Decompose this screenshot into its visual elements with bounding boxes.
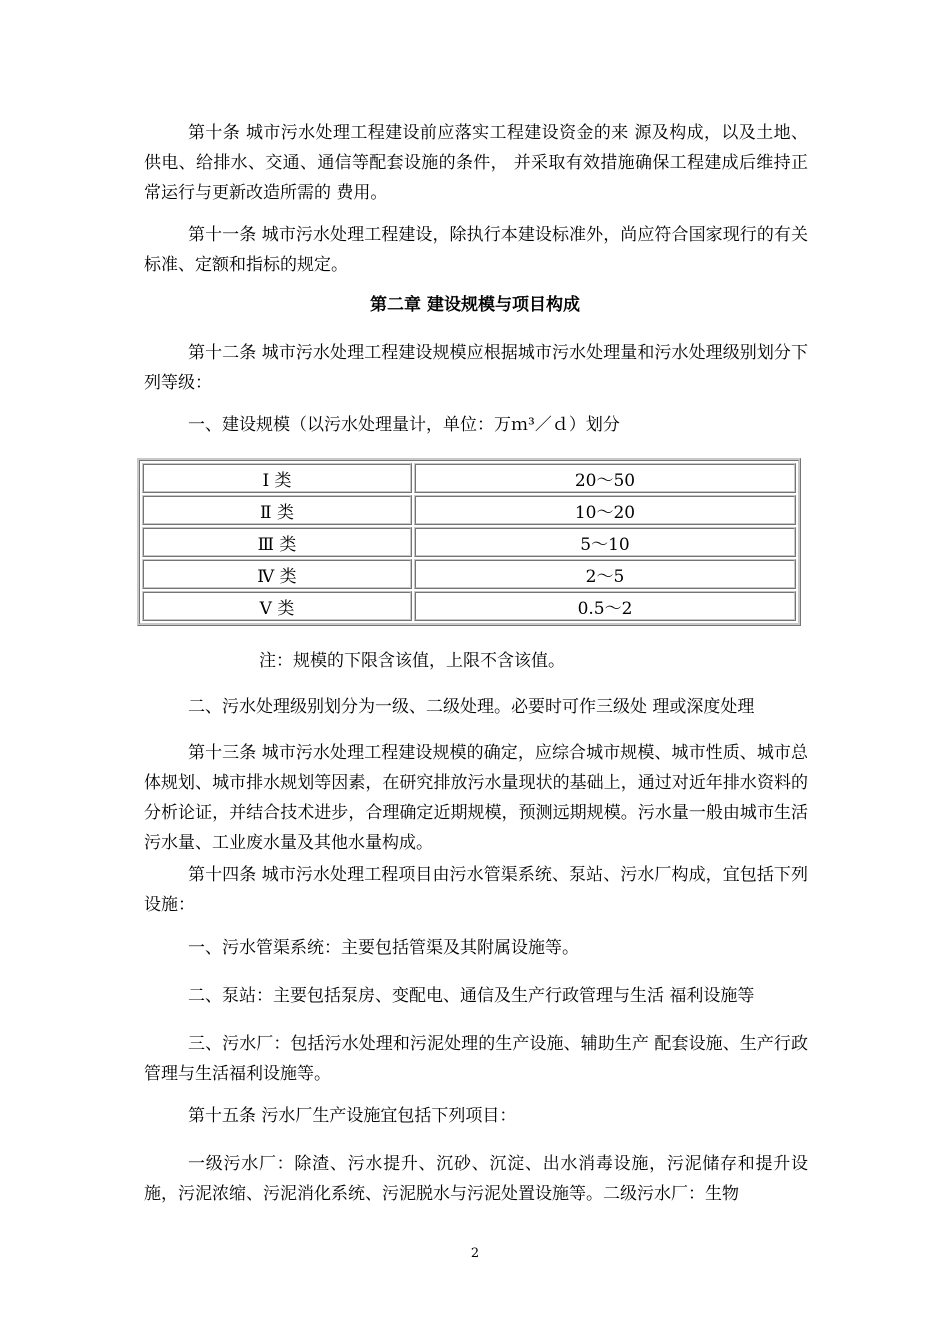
scale-class-cell: Ⅲ 类 xyxy=(142,527,412,557)
page-number: 2 xyxy=(470,1246,480,1261)
scale-class-cell: Ⅳ 类 xyxy=(142,559,412,589)
item-treatment-plant: 三、污水厂：包括污水处理和污泥处理的生产设施、辅助生产 配套设施、生产行政管理与生活福利设施等。 xyxy=(144,1034,808,1084)
scale-table xyxy=(137,458,801,626)
table-note: 注：规模的下限含该值，上限不含该值。 xyxy=(259,651,565,671)
scale-intro: 一、建设规模（以污水处理量计，单位：万ｍ³／ｄ）划分 xyxy=(188,415,620,435)
chapter-heading: 第二章 建设规模与项目构成 xyxy=(370,295,580,315)
article-10: 第十条 城市污水处理工程建设前应落实工程建设资金的来 源及构成，以及土地、供电、给排水、交通、通信等配套设施的条件， 并采取有效措施确保工程建成后维持正常运行与更新改造所需的 费用。 xyxy=(144,123,808,203)
item-sewer-system: 一、污水管渠系统：主要包括管渠及其附属设施等。 xyxy=(188,938,579,958)
article-12: 第十二条 城市污水处理工程建设规模应根据城市污水处理量和污水处理级别划分下列等级： xyxy=(144,343,808,393)
table-row xyxy=(142,463,796,493)
table-row xyxy=(142,559,796,589)
scale-class-cell: Ⅴ 类 xyxy=(142,591,412,621)
scale-class-cell: Ⅰ 类 xyxy=(142,463,412,493)
plant-facilities: 一级污水厂：除渣、污水提升、沉砂、沉淀、出水消毒设施，污泥储存和提升设施，污泥浓缩、污泥消化系统、污泥脱水与污泥处置设施等。二级污水厂：生物 xyxy=(144,1154,808,1204)
scale-range-cell: 20～50 xyxy=(414,463,796,493)
article-13: 第十三条 城市污水处理工程建设规模的确定，应综合城市规模、城市性质、城市总体规划、城市排水规划等因素，在研究排放污水量现状的基础上，通过对近年排水资料的分析论证，并结合技术进步，合理确定近期规模，预测远期规模。污水量一般由城市生活污水量、工业废水量及其他水量构成。 xyxy=(144,743,808,853)
scale-range-cell: 5～10 xyxy=(414,527,796,557)
scale-range-cell: 10～20 xyxy=(414,495,796,525)
item-pump-station: 二、泵站：主要包括泵房、变配电、通信及生产行政管理与生活 福利设施等 xyxy=(188,986,755,1006)
article-15: 第十五条 污水厂生产设施宜包括下列项目： xyxy=(188,1106,517,1126)
scale-range-cell: 0.5～2 xyxy=(414,591,796,621)
scale-class-cell: Ⅱ 类 xyxy=(142,495,412,525)
table-row xyxy=(142,527,796,557)
level-division: 二、污水处理级别划分为一级、二级处理。必要时可作三级处 理或深度处理 xyxy=(188,697,755,717)
table-row xyxy=(142,591,796,621)
article-14: 第十四条 城市污水处理工程项目由污水管渠系统、泵站、污水厂构成，宜包括下列设施： xyxy=(144,865,808,915)
scale-range-cell: 2～5 xyxy=(414,559,796,589)
article-11: 第十一条 城市污水处理工程建设，除执行本建设标准外，尚应符合国家现行的有关标准、定额和指标的规定。 xyxy=(144,225,808,275)
table-row xyxy=(142,495,796,525)
